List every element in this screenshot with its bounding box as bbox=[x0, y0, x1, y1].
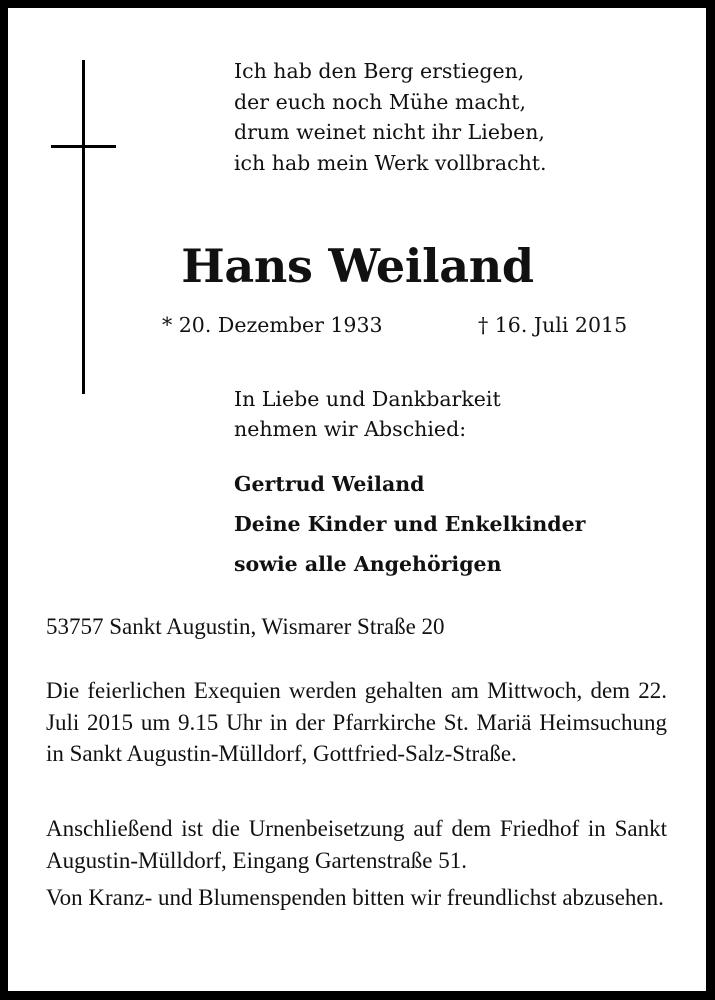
poem-line: drum weinet nicht ihr Lieben, bbox=[234, 120, 545, 144]
intro-line: In Liebe und Dankbarkeit bbox=[234, 387, 501, 411]
mourner: Gertrud Weiland bbox=[234, 472, 425, 496]
intro-line: nehmen wir Abschied: bbox=[234, 417, 467, 441]
flowers-request-paragraph: Von Kranz- und Blumenspenden bitten wir freundlichst abzusehen. bbox=[46, 885, 664, 910]
deceased-name: Hans Weiland bbox=[181, 239, 534, 293]
poem-line: Ich hab den Berg erstiegen, bbox=[234, 59, 525, 83]
mourners-list bbox=[234, 464, 585, 584]
cross-vertical-bar bbox=[82, 60, 85, 394]
funeral-service-paragraph: Die feierlichen Exequien werden gehalten am Mittwoch, dem 22. Juli 2015 um 9.15 Uhr in der Pfarrkirche St. Mariä Heimsuchung in Sankt Augustin-Mülldorf, Gottfried-Salz-Straße. bbox=[46, 678, 667, 766]
mourner: Deine Kinder und Enkelkinder bbox=[234, 512, 586, 536]
farewell-intro bbox=[234, 384, 501, 444]
cross-horizontal-bar bbox=[51, 145, 116, 148]
poem bbox=[234, 56, 547, 178]
family-address: 53757 Sankt Augustin, Wismarer Straße 20 bbox=[46, 614, 445, 639]
burial-paragraph: Anschließend ist die Urnenbeisetzung auf dem Friedhof in Sankt Augustin-Mülldorf, Eingang Gartenstraße 51. bbox=[46, 816, 667, 873]
poem-line: ich hab mein Werk vollbracht. bbox=[234, 150, 547, 175]
death-date: † 16. Juli 2015 bbox=[478, 313, 628, 337]
birth-date: * 20. Dezember 1933 bbox=[162, 313, 383, 337]
poem-line: der euch noch Mühe macht, bbox=[234, 89, 526, 114]
mourner: sowie alle Angehörigen bbox=[234, 552, 502, 576]
